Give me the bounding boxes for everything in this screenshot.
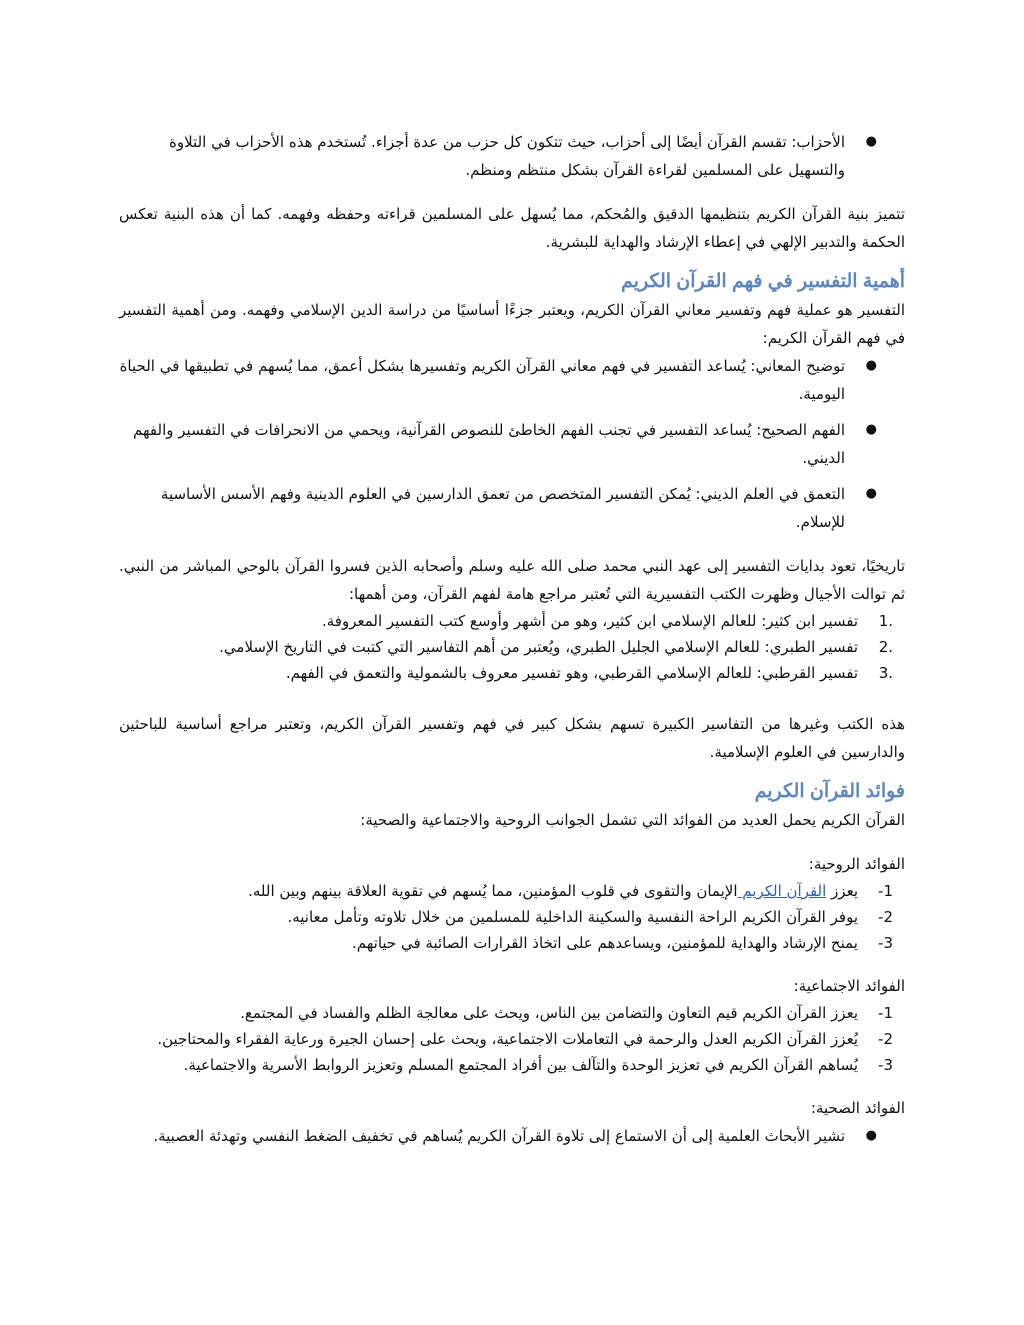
spiritual-benefits-list (119, 878, 905, 956)
spiritual-benefits-label: الفوائد الروحية: (808, 855, 905, 873)
health-benefits-list (119, 1122, 905, 1150)
list-item: -3 يُساهم القرآن الكريم في تعزيز الوحدة والتآلف بين أفراد المجتمع المسلم وتعزيز الروابط الأسرية والاجتماعية. (183, 1056, 893, 1074)
bullet-icon: ● (865, 134, 877, 149)
bullet-icon: ● (865, 422, 877, 437)
social-benefits-list (119, 1000, 905, 1078)
social-benefits-label: الفوائد الاجتماعية: (793, 977, 905, 995)
tafsir-closing-paragraph: هذه الكتب وغيرها من التفاسير الكبيرة تسهم بشكل كبير في فهم وتفسير القرآن الكريم، وتعتبر مراجع أساسية للباحثين والدارسين في العلوم الإسلامية. (119, 715, 905, 761)
list-item: -2 يوفر القرآن الكريم الراحة النفسية والسكينة الداخلية للمسلمين من خلال تلاوته وتأمل معانيه. (287, 908, 893, 926)
structure-paragraph: تتميز بنية القرآن الكريم بتنظيمها الدقيق والمُحكم، مما يُسهل على المسلمين قراءته وحفظه وفهمه. كما أن هذه البنية تعكس الحكمة والتدبير الإلهي في إعطاء الإرشاد والهداية للبشرية. (119, 205, 905, 251)
bullet-icon: ● (865, 486, 877, 501)
list-item: 3. تفسير القرطبي: للعالم الإسلامي القرطبي، وهو تفسير معروف بالشمولية والتعمق في الفهم. (285, 664, 893, 682)
tafsir-history-paragraph: تاريخيًا، تعود بدايات التفسير إلى عهد النبي محمد صلى الله عليه وسلم وأصحابه الذين فسروا القرآن بالوحي المباشر من النبي. ثم توالت الأجيال وظهرت الكتب التفسيرية التي تُعتبر مراجع هامة لفهم القرآن، ومن أهمها: (119, 557, 905, 603)
list-item: ● الفهم الصحيح: يُساعد التفسير في تجنب الفهم الخاطئ للنصوص القرآنية، ويحمي من الانحرافات في التفسير والفهم الديني. (119, 416, 905, 472)
list-item: ● تشير الأبحاث العلمية إلى أن الاستماع إلى تلاوة القرآن الكريم يُساهم في تخفيف الضغط النفسي وتهدئة العصبية. (119, 1122, 905, 1150)
list-item: 1. تفسير ابن كثير: للعالم الإسلامي ابن كثير، وهو من أشهر وأوسع كتب التفسير المعروفة. (321, 612, 893, 630)
list-item: -2 يُعزز القرآن الكريم العدل والرحمة في التعاملات الاجتماعية، ويحث على إحسان الجيرة ورعاية الفقراء والمحتاجين. (157, 1030, 893, 1048)
list-item: 2. تفسير الطبري: للعالم الإسلامي الجليل الطبري، ويُعتبر من أهم التفاسير التي كتبت في التاريخ الإسلامي. (219, 638, 893, 656)
list-item: ● توضيح المعاني: يُساعد التفسير في فهم معاني القرآن الكريم وتفسيرها بشكل أعمق، مما يُسهم في تطبيقها في الحياة اليومية. (119, 352, 905, 408)
list-item: ● التعمق في العلم الديني: يُمكن التفسير المتخصص من تعمق الدارسين في العلوم الدينية وفهم الأسس الأساسية للإسلام. (119, 480, 905, 536)
bullet-icon: ● (865, 1128, 877, 1143)
list-item: ● الأحزاب: تقسم القرآن أيضًا إلى أحزاب، حيث تتكون كل حزب من عدة أجزاء. تُستخدم هذه الأحزاب في التلاوة والتسهيل على المسلمين لقراءة القرآن بشكل منتظم ومنظم. (119, 128, 905, 184)
health-benefits-label: الفوائد الصحية: (810, 1099, 905, 1117)
list-item: -1 يعزز القرآن الكريم قيم التعاون والتضامن بين الناس، ويحث على معالجة الظلم والفساد في المجتمع. (240, 1004, 893, 1022)
list-item: -1 يعزز القرآن الكريم الإيمان والتقوى في قلوب المؤمنين، مما يُسهم في تقوية العلاقة بينهم وبين الله. (248, 882, 893, 900)
bullet-icon: ● (865, 358, 877, 373)
benefits-intro: القرآن الكريم يحمل العديد من الفوائد التي تشمل الجوانب الروحية والاجتماعية والصحية: (360, 811, 905, 829)
section-heading-tafsir: أهمية التفسير في فهم القرآن الكريم (621, 271, 905, 292)
tafsir-intro: التفسير هو عملية فهم وتفسير معاني القرآن الكريم، ويعتبر جزءًا أساسيًا من دراسة الدين الإسلامي وفهمه. ومن أهمية التفسير في فهم القرآن الكريم: (119, 301, 905, 347)
list-item: -3 يمنح الإرشاد والهداية للمؤمنين، ويساعدهم على اتخاذ القرارات الصائبة في حياتهم. (351, 934, 893, 952)
tafsir-importance-list (119, 352, 905, 536)
quran-link[interactable]: القرآن الكريم (737, 882, 827, 900)
ahzab-list (119, 128, 905, 184)
tafsir-books-list (119, 608, 905, 686)
section-heading-benefits: فوائد القرآن الكريم (754, 781, 905, 802)
